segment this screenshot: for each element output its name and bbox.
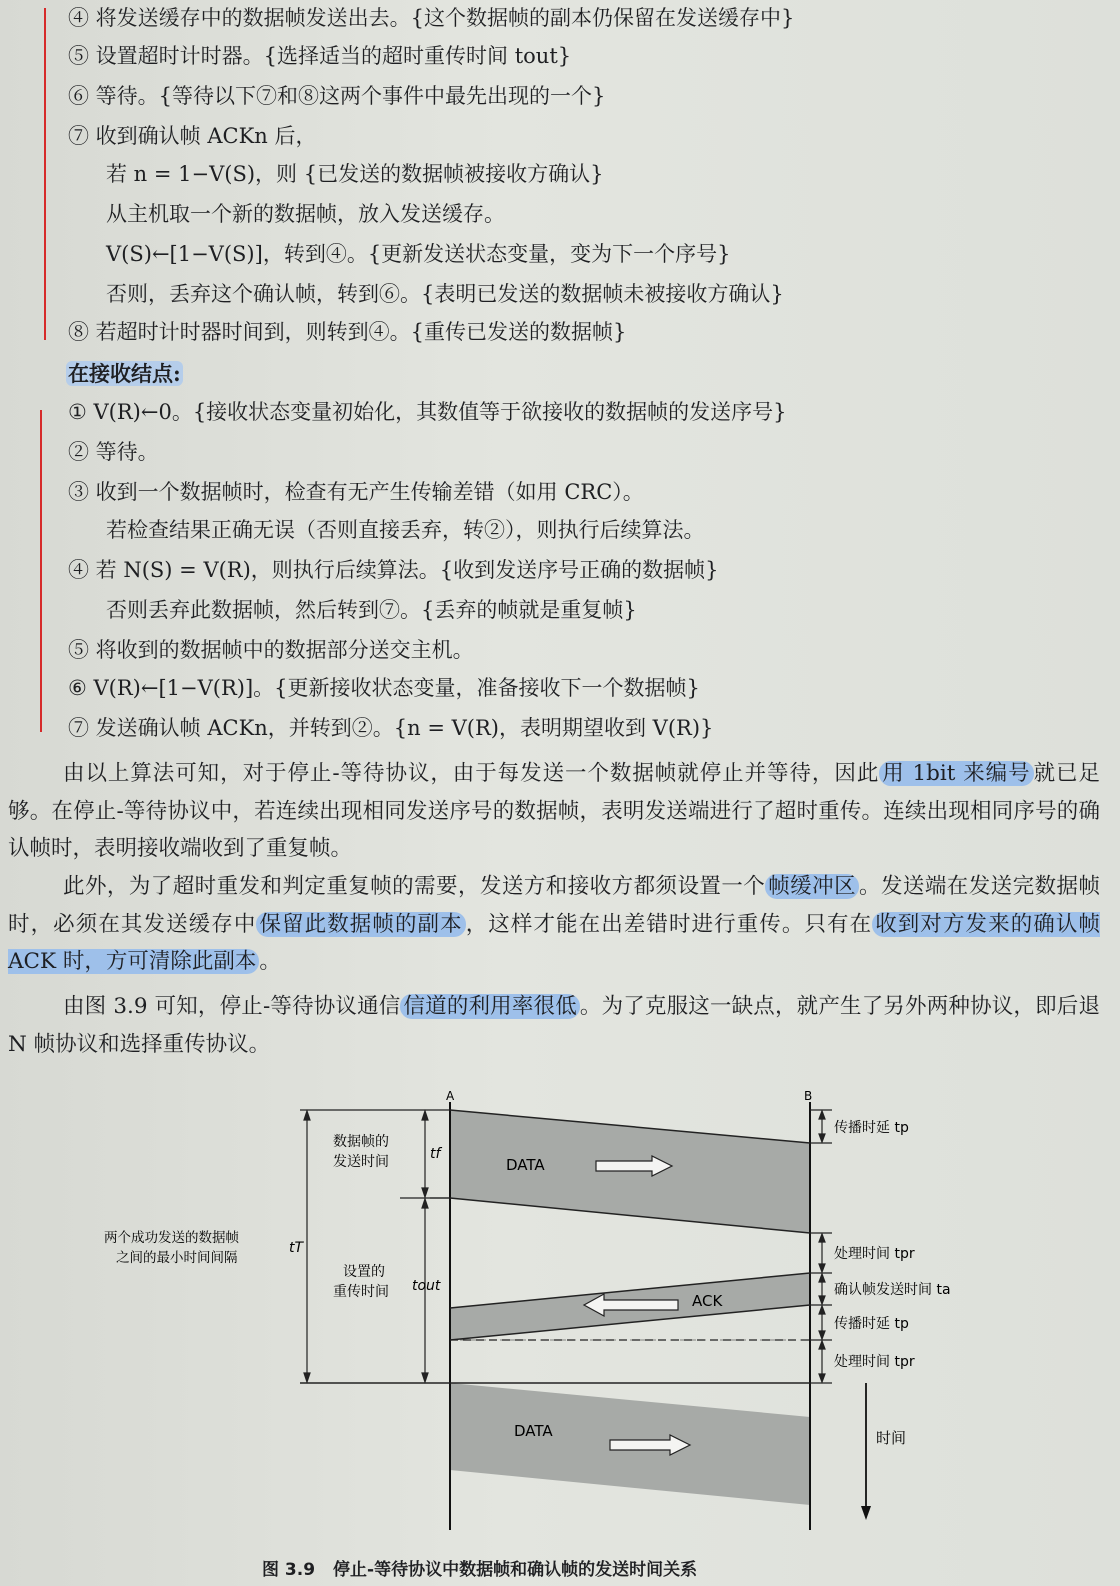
prop-delay-label-1: 传播时延 tp — [834, 1120, 909, 1136]
sender-step-5: ⑤ 设置超时计时器。{选择适当的超时重传时间 tout} — [68, 44, 572, 68]
sender-step-7: ⑦ 收到确认帧 ACKn 后， — [68, 124, 317, 148]
receiver-step-2: ② 等待。 — [68, 440, 159, 464]
sender-step-7-else: 否则，丢弃这个确认帧，转到⑥。{表明已发送的数据帧未被接收方确认} — [106, 282, 784, 306]
time-axis-label: 时间 — [876, 1429, 907, 1447]
interval-label-1: 两个成功发送的数据帧 — [104, 1230, 239, 1246]
highlight-frame-buffer: 帧缓冲区 — [765, 874, 859, 899]
receiver-step-1: ① V(R)←0。{接收状态变量初始化，其数值等于欲接收的数据帧的发送序号} — [68, 400, 787, 424]
ack-tx-time-label: 确认帧发送时间 ta — [834, 1282, 951, 1298]
sender-step-6: ⑥ 等待。{等待以下⑦和⑧这两个事件中最先出现的一个} — [68, 84, 606, 108]
sender-step-7-update: V(S)←[1−V(S)]，转到④。{更新发送状态变量，变为下一个序号} — [106, 242, 731, 266]
receiver-step-3: ③ 收到一个数据帧时，检查有无产生传输差错（如用 CRC）。 — [68, 480, 644, 504]
receiver-step-4-else: 否则丢弃此数据帧，然后转到⑦。{丢弃的帧就是重复帧} — [106, 598, 637, 622]
sender-step-4: ④ 将发送缓存中的数据帧发送出去。{这个数据帧的副本仍保留在发送缓存中} — [68, 6, 795, 30]
prop-delay-label-2: 传播时延 tp — [834, 1316, 909, 1332]
highlight-low-utilization: 信道的利用率很低 — [400, 994, 579, 1019]
interval-label-2: 之间的最小时间间隔 — [116, 1250, 238, 1266]
highlight-clear-copy: 收到对方发来的确认帧 ACK 时，方可清除此副本 — [8, 911, 1100, 974]
receiver-step-5: ⑤ 将收到的数据帧中的数据部分送交主机。 — [68, 638, 474, 662]
red-margin-mark-sender — [44, 8, 46, 340]
retrans-time-label-1: 设置的 — [343, 1264, 385, 1280]
highlight-keep-copy: 保留此数据帧的副本 — [256, 912, 465, 937]
stop-and-wait-timing-figure — [0, 1066, 1120, 1586]
receiver-heading: 在接收结点: — [68, 361, 181, 386]
station-b-label: B — [804, 1089, 813, 1103]
paragraph-2: 此外，为了超时重发和判定重复帧的需要，发送方和接收方都须设置一个 帧缓冲区 。发送端在发送完数据帧时，必须在其发送缓存中 保留此数据帧的副本 ，这样才能在出差错时进行重传。只有在 收到对方发来的确认帧 ACK 时，方可清除此副本 。 — [8, 874, 1100, 974]
sender-step-7-cond: 若 n = 1−V(S)，则 {已发送的数据帧被接收方确认} — [106, 162, 604, 186]
receiver-step-4: ④ 若 N(S) = V(R)，则执行后续算法。{收到发送序号正确的数据帧} — [68, 558, 719, 582]
receiver-step-6: ⑥ V(R)←[1−V(R)]。{更新接收状态变量，准备接收下一个数据帧} — [68, 676, 700, 700]
proc-time-label-2: 处理时间 tpr — [834, 1354, 915, 1370]
highlight-1bit: 用 1bit 来编号 — [879, 761, 1033, 786]
paragraph-1: 由以上算法可知，对于停止-等待协议，由于每发送一个数据帧就停止并等待，因此 用 1bit 来编号 就已足够。在停止-等待协议中，若连续出现相同发送序号的数据帧，表明发送端进行了超时重传。连续出现相同序号的确认帧时，表明接收端收到了重复帧。 — [8, 761, 1100, 861]
retrans-time-label-2: 重传时间 — [333, 1284, 389, 1300]
station-a-label: A — [446, 1089, 455, 1103]
frame-tx-time-label-1: 数据帧的 — [333, 1134, 389, 1150]
proc-time-label-1: 处理时间 tpr — [834, 1246, 915, 1262]
data-label-1: DATA — [506, 1156, 545, 1174]
receiver-step-3-cont: 若检查结果正确无误（否则直接丢弃，转②），则执行后续算法。 — [106, 518, 705, 542]
frame-tx-time-label-2: 发送时间 — [333, 1154, 389, 1170]
tT-label: tT — [289, 1240, 304, 1256]
tout-label: tout — [412, 1278, 441, 1294]
tf-label: tf — [430, 1146, 441, 1162]
figure-caption: 图 3.9 停止-等待协议中数据帧和确认帧的发送时间关系 — [262, 1560, 698, 1580]
receiver-step-7: ⑦ 发送确认帧 ACKn，并转到②。{n = V(R)，表明期望收到 V(R)} — [68, 716, 714, 740]
data-label-2: DATA — [514, 1422, 553, 1440]
sender-step-8: ⑧ 若超时计时器时间到，则转到④。{重传已发送的数据帧} — [68, 320, 627, 344]
red-margin-mark-receiver — [40, 410, 42, 732]
sender-step-7-fetch: 从主机取一个新的数据帧，放入发送缓存。 — [106, 202, 505, 226]
paragraph-3: 由图 3.9 可知，停止-等待协议通信 信道的利用率很低 。为了克服这一缺点，就产生了另外两种协议，即后退 N 帧协议和选择重传协议。 — [8, 994, 1100, 1057]
ack-label: ACK — [692, 1292, 723, 1310]
